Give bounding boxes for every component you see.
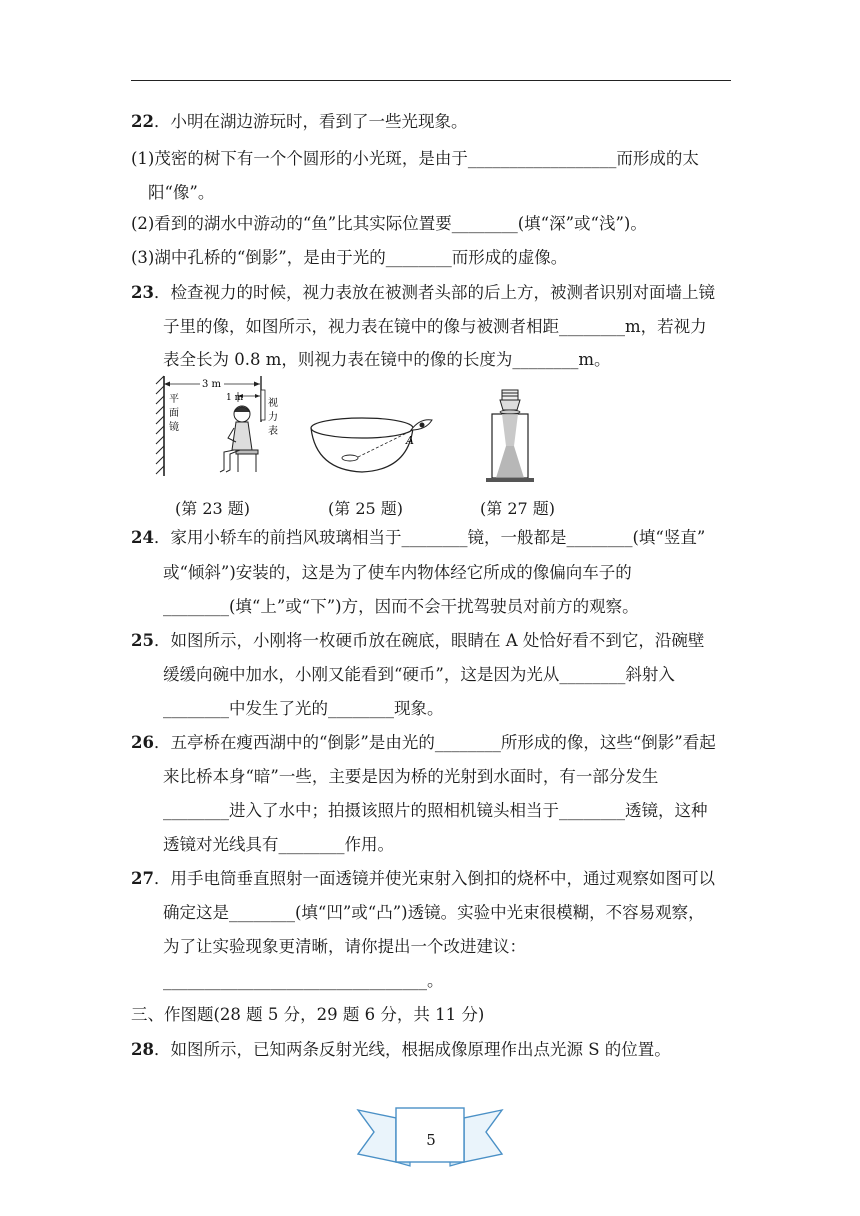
dim-1m-label: 1 m xyxy=(226,393,244,403)
q26-line: 26．五亭桥在瘦西湖中的“倒影”是由光的________所形成的像，这些“倒影”看起 xyxy=(131,733,716,752)
q22-sub1: (1)茂密的树下有一个个圆形的小光斑，是由于__________________而形成的太 xyxy=(131,149,699,168)
chart-label-2: 力 xyxy=(268,412,278,423)
q27-line3: 为了让实验现象更清晰，请你提出一个改进建议： xyxy=(163,937,526,956)
q22-sub3: (3)湖中孔桥的“倒影”，是由于光的________而形成的虚像。 xyxy=(131,248,568,267)
mirror-label-2: 面 xyxy=(169,408,179,419)
q23-line: 23．检查视力的时候，视力表放在被测者头部的后上方，被测者识别对面墙上镜 xyxy=(131,283,715,302)
q22-sub2: (2)看到的湖水中游动的“鱼”比其实际位置要________(填“深”或“浅”)。 xyxy=(131,214,647,233)
q23-line2: 子里的像，如图所示，视力表在镜中的像与被测者相距________m，若视力 xyxy=(163,317,707,336)
q27-line2: 确定这是________(填“凹”或“凸”)透镜。实验中光束很模糊，不容易观察， xyxy=(163,903,705,922)
q27-line: 27．用手电筒垂直照射一面透镜并使光束射入倒扣的烧杯中，通过观察如图可以 xyxy=(131,869,715,888)
mirror-label-1: 平 xyxy=(169,394,179,405)
caption-fig27: (第 27 题) xyxy=(480,499,556,518)
q22-line: 22．小明在湖边游玩时，看到了一些光现象。 xyxy=(131,112,468,131)
q25-line: 25．如图所示，小刚将一枚硬币放在碗底，眼睛在 A 处恰好看不到它，沿碗壁 xyxy=(131,631,705,650)
caption-fig23: (第 23 题) xyxy=(175,499,251,518)
point-a-label: A xyxy=(406,434,414,447)
header-rule xyxy=(131,80,731,81)
q25-line3: ________中发生了光的________现象。 xyxy=(163,699,444,718)
q27-line4: ________________________________。 xyxy=(163,971,444,990)
page-number: 5 xyxy=(426,1131,436,1149)
mirror-label-3: 镜 xyxy=(169,422,179,433)
q25-line2: 缓缓向碗中加水，小刚又能看到“硬币”，这是因为光从________斜射入 xyxy=(163,665,675,684)
figure-23 xyxy=(150,372,290,484)
q28-line: 28．如图所示，已知两条反射光线，根据成像原理作出点光源 S 的位置。 xyxy=(131,1040,671,1059)
section-heading: 三、作图题(28 题 5 分，29 题 6 分，共 11 分) xyxy=(131,1005,485,1024)
q26-line3: ________进入了水中；拍摄该照片的照相机镜头相当于________透镜，这种 xyxy=(163,801,708,820)
q26-line2: 来比桥本身“暗”一些，主要是因为桥的光射到水面时，有一部分发生 xyxy=(163,767,659,786)
q26-line4: 透镜对光线具有________作用。 xyxy=(163,835,394,854)
chart-label-3: 表 xyxy=(268,426,278,437)
q24-line3: ________(填“上”或“下”)方，因而不会干扰驾驶员对前方的观察。 xyxy=(163,597,639,616)
figure-25 xyxy=(306,388,446,484)
seated-person-icon xyxy=(220,406,258,472)
dim-3m-label: 3 m xyxy=(202,379,222,390)
q22-sub1-cont: 阳“像”。 xyxy=(148,183,215,202)
caption-fig25: (第 25 题) xyxy=(328,499,404,518)
q24-line: 24．家用小轿车的前挡风玻璃相当于________镜，一般都是________(填“竖直” xyxy=(131,528,706,547)
figure-27 xyxy=(484,388,544,486)
q24-line2: 或“倾斜”)安装的，这是为了使车内物体经它所成的像偏向车子的 xyxy=(163,563,632,582)
flashlight-icon xyxy=(500,390,520,410)
eye-icon xyxy=(411,420,432,430)
q23-line3: 表全长为 0.8 m，则视力表在镜中的像的长度为________m。 xyxy=(163,350,611,369)
chart-label-1: 视 xyxy=(268,398,278,409)
